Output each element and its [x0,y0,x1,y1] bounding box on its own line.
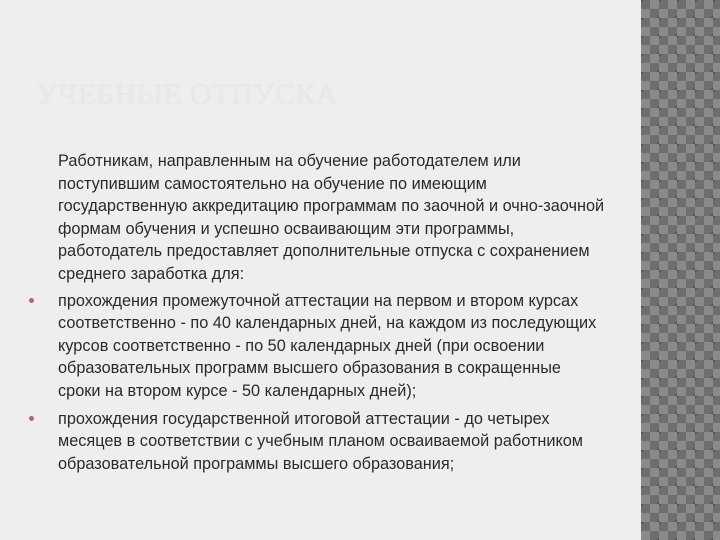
bullet-icon [29,416,34,421]
slide-body [58,150,606,480]
list-item-text: прохождения промежуточной аттестации на первом и втором курсах соответственно - по 40 календарных дней, на каждом из последующих курсов соответственно - по 50 календарных дней (при освоении образовательных программ высшего образования в сокращенные сроки на втором курсе - 50 календарных дней); [58,291,597,400]
list-item [58,408,606,476]
bullet-list [58,290,606,476]
intro-paragraph: Работникам, направленным на обучение работодателем или поступившим самостоятельно на обучение по имеющим государственную аккредитацию программам по заочной и очно-заочной формам обучения и успешно осваивающим эти программы, работодатель предоставляет дополнительные отпуска с сохранением среднего заработка для: [58,152,605,283]
decorative-side-pattern [641,0,720,540]
list-item [58,290,606,403]
bullet-icon [29,298,34,303]
slide-title: УЧЕБНЫЕ ОТПУСКА [36,78,339,111]
list-item-text: прохождения государственной итоговой аттестации - до четырех месяцев в соответствии с учебным планом осваиваемой работником образовательной программы высшего образования; [58,409,584,473]
